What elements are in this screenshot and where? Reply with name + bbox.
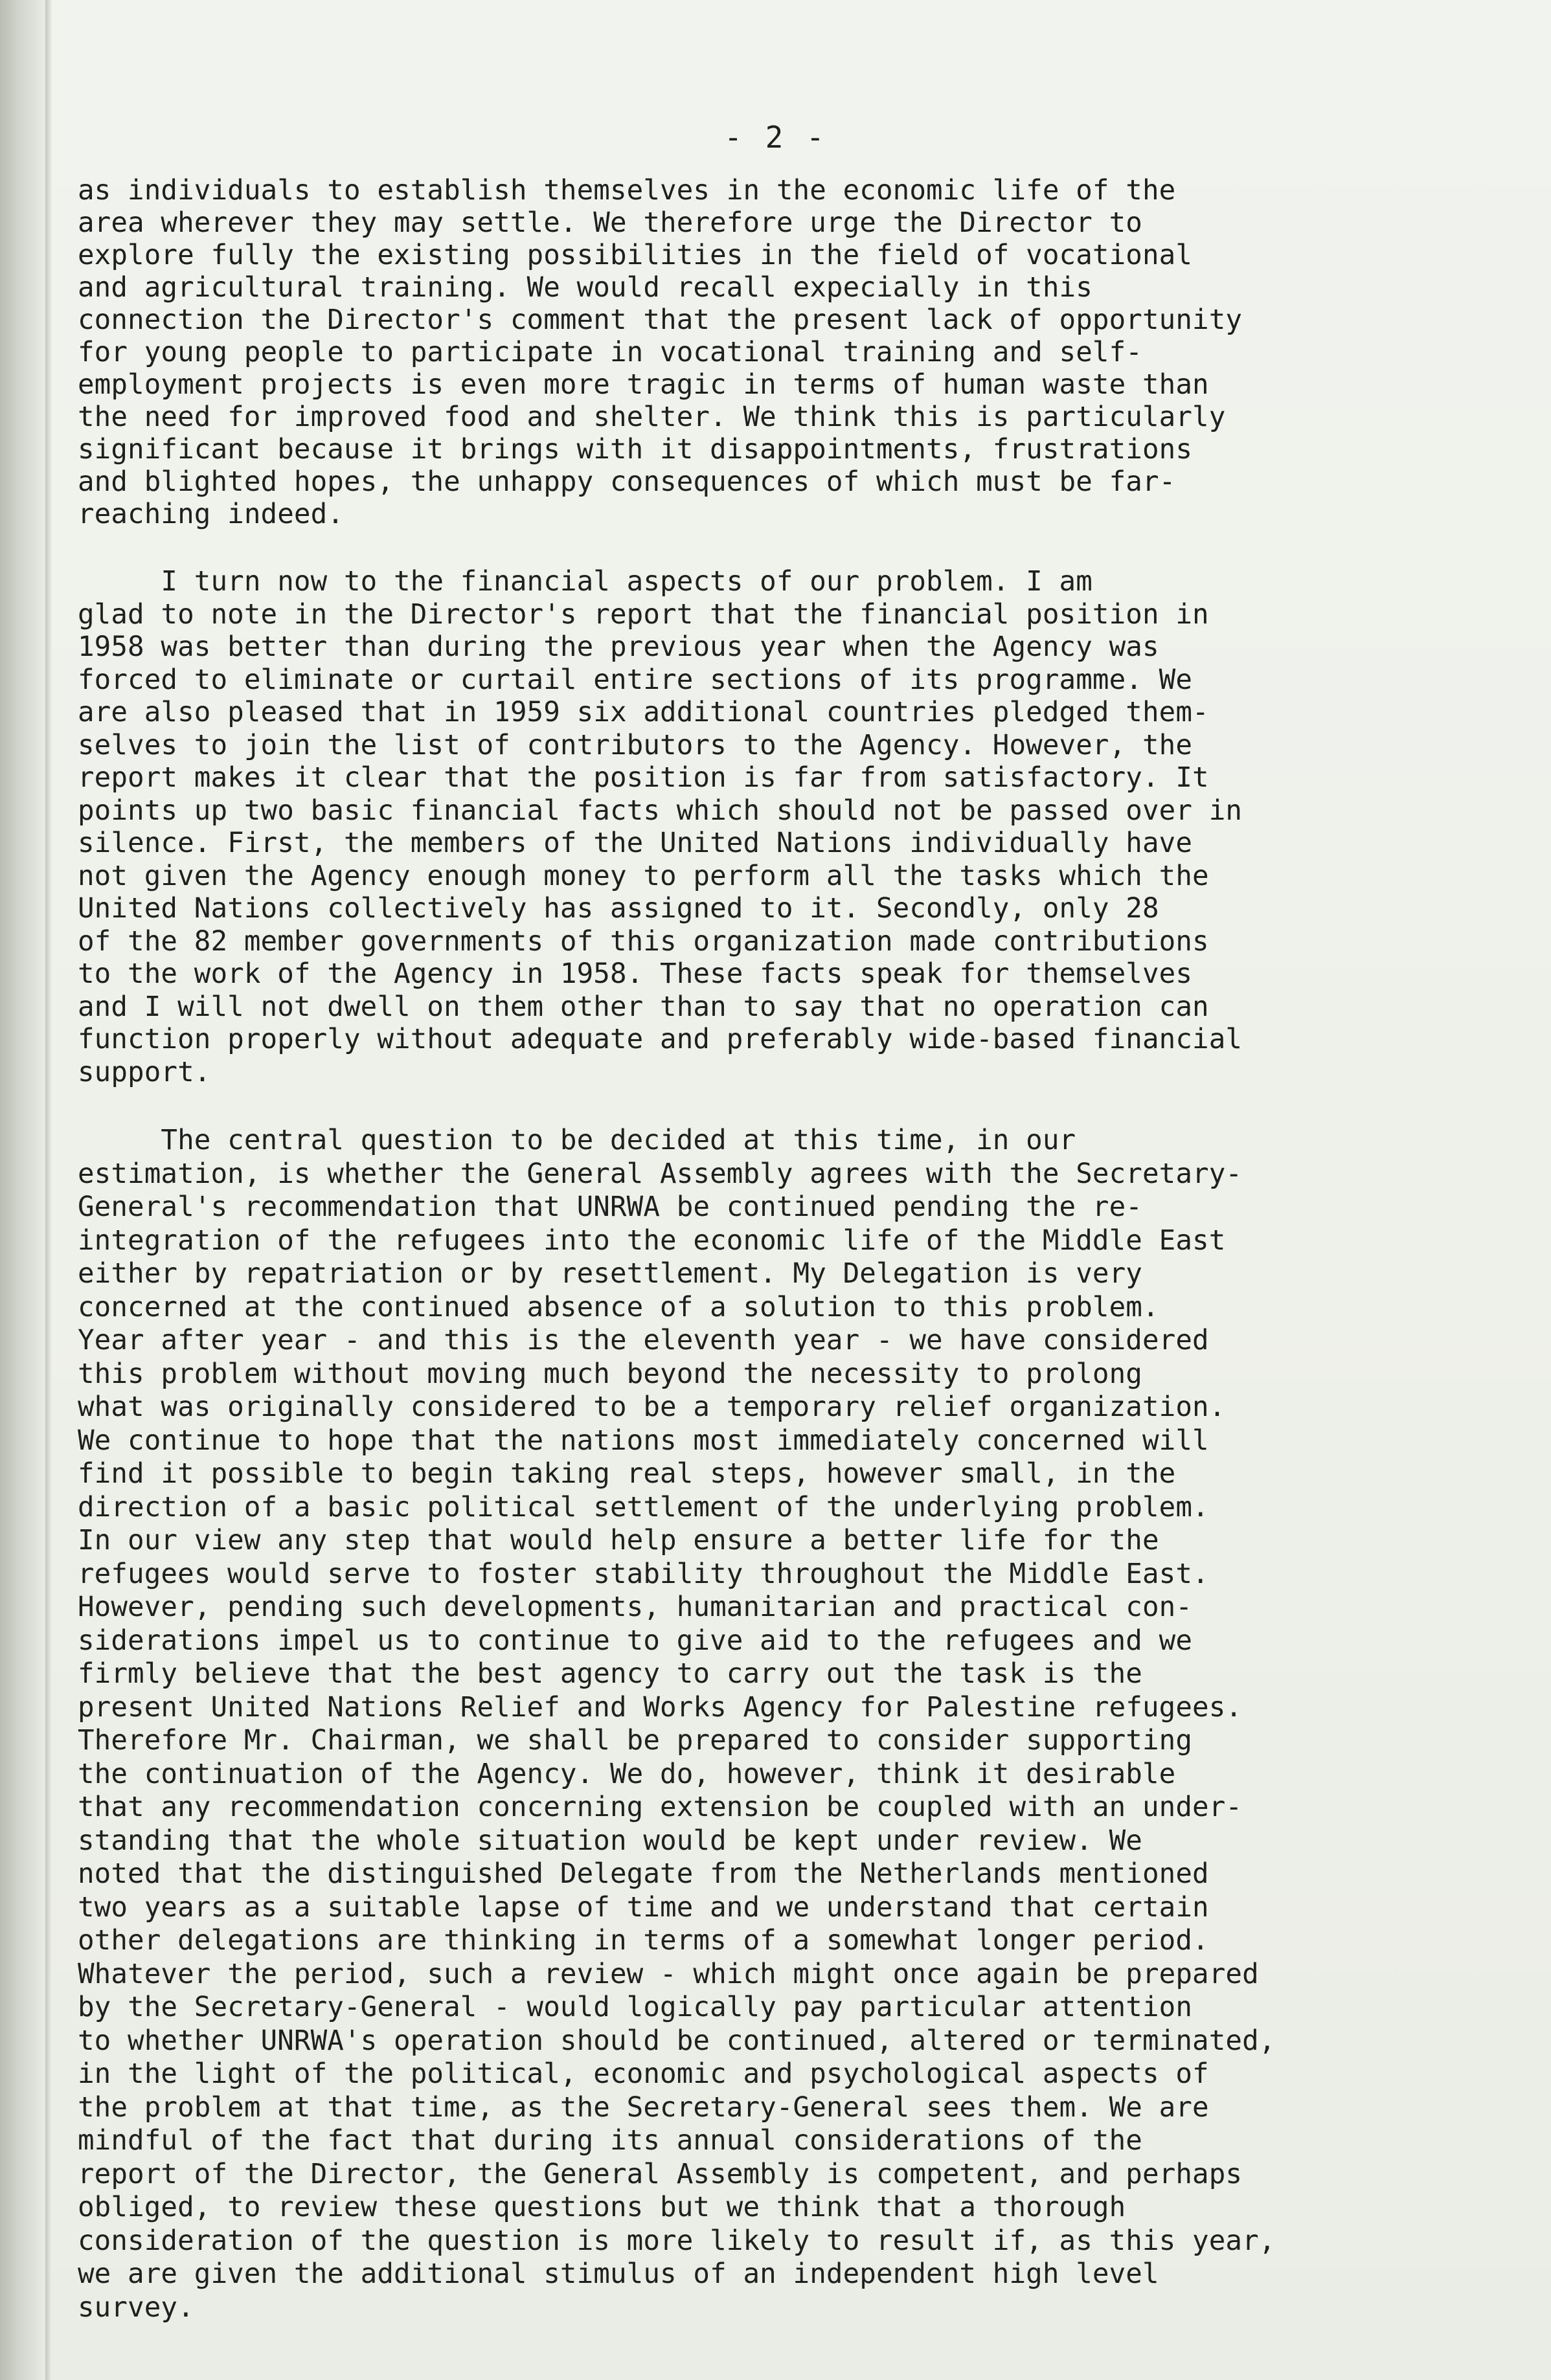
text-line: and I will not dwell on them other than to say that no operation can: [78, 991, 1209, 1023]
text-line: as individuals to establish themselves in the economic life of the: [78, 175, 1176, 207]
text-line: firmly believe that the best agency to carry out the task is the: [78, 1658, 1142, 1690]
text-line: report of the Director, the General Assembly is competent, and perhaps: [78, 2158, 1243, 2190]
text-line: We continue to hope that the nations most immediately concerned will: [78, 1424, 1209, 1457]
text-line: function properly without adequate and preferably wide-based financial: [78, 1024, 1243, 1055]
binding-shadow: [45, 0, 52, 2380]
text-line: employment projects is even more tragic in terms of human waste than: [78, 369, 1209, 401]
text-line: I turn now to the financial aspects of our problem. I am: [78, 566, 1092, 598]
text-line: significant because it brings with it disappointments, frustrations: [78, 434, 1193, 466]
text-line: 1958 was better than during the previous year when the Agency was: [78, 631, 1159, 663]
text-line: direction of a basic political settlement of the underlying problem.: [78, 1491, 1209, 1523]
text-line: refugees would serve to foster stability throughout the Middle East.: [78, 1558, 1209, 1590]
text-line: United Nations collectively has assigned to it. Secondly, only 28: [78, 893, 1159, 925]
text-line: either by repatriation or by resettlement. My Delegation is very: [78, 1258, 1142, 1290]
text-line: siderations impel us to continue to give aid to the refugees and we: [78, 1624, 1193, 1657]
text-line: glad to note in the Director's report that the financial position in: [78, 598, 1209, 631]
text-line: the problem at that time, as the Secretary-General sees them. We are: [78, 2091, 1209, 2124]
text-line: Therefore Mr. Chairman, we shall be prepared to consider supporting: [78, 1725, 1193, 1757]
text-line: of the 82 member governments of this organization made contributions: [78, 925, 1209, 958]
text-line: to whether UNRWA's operation should be continued, altered or terminated,: [78, 2025, 1276, 2057]
text-line: Whatever the period, such a review - which might once again be prepared: [78, 1958, 1259, 1990]
text-line: the continuation of the Agency. We do, however, think it desirable: [78, 1758, 1176, 1790]
text-line: points up two basic financial facts which should not be passed over in: [78, 794, 1243, 827]
text-line: to the work of the Agency in 1958. These facts speak for themselves: [78, 958, 1193, 990]
document-body: [78, 175, 1496, 2359]
text-line: other delegations are thinking in terms of a somewhat longer period.: [78, 1925, 1209, 1957]
text-line: Year after year - and this is the eleventh year - we have considered: [78, 1325, 1209, 1356]
text-line: survey.: [78, 2291, 194, 2324]
text-line: not given the Agency enough money to perform all the tasks which the: [78, 860, 1209, 892]
text-line: for young people to participate in vocational training and self-: [78, 337, 1142, 368]
text-line: and agricultural training. We would recall expecially in this: [78, 272, 1092, 304]
text-line: two years as a suitable lapse of time and we understand that certain: [78, 1891, 1209, 1924]
text-line: by the Secretary-General - would logically pay particular attention: [78, 1992, 1193, 2023]
page-number: - 2 -: [724, 120, 827, 155]
text-line: present United Nations Relief and Works Agency for Palestine refugees.: [78, 1691, 1243, 1723]
text-line: In our view any step that would help ensure a better life for the: [78, 1525, 1159, 1556]
text-line: this problem without moving much beyond the necessity to prolong: [78, 1358, 1142, 1390]
text-line: General's recommendation that UNRWA be continued pending the re-: [78, 1191, 1142, 1223]
text-line: in the light of the political, economic and psychological aspects of: [78, 2058, 1209, 2090]
text-line: report makes it clear that the position is far from satisfactory. It: [78, 762, 1209, 794]
text-line: The central question to be decided at this time, in our: [78, 1125, 1076, 1156]
text-line: standing that the whole situation would be kept under review. We: [78, 1824, 1142, 1857]
text-line: area wherever they may settle. We therefore urge the Director to: [78, 207, 1142, 239]
text-line: mindful of the fact that during its annual considerations of the: [78, 2125, 1142, 2157]
text-line: explore fully the existing possibilities in the field of vocational: [78, 240, 1193, 271]
text-line: However, pending such developments, humanitarian and practical con-: [78, 1591, 1193, 1623]
text-line: find it possible to begin taking real steps, however small, in the: [78, 1458, 1176, 1490]
text-line: are also pleased that in 1959 six additional countries pledged them-: [78, 697, 1209, 728]
text-line: support.: [78, 1056, 211, 1088]
binding-strip: [0, 0, 45, 2380]
text-line: integration of the refugees into the economic life of the Middle East: [78, 1224, 1226, 1257]
text-line: and blighted hopes, the unhappy consequences of which must be far-: [78, 466, 1176, 498]
text-line: estimation, is whether the General Assembly agrees with the Secretary-: [78, 1158, 1243, 1190]
text-line: obliged, to review these questions but we think that a thorough: [78, 2192, 1126, 2223]
text-line: the need for improved food and shelter. We think this is particularly: [78, 401, 1226, 433]
text-line: we are given the additional stimulus of an independent high level: [78, 2258, 1159, 2290]
text-line: that any recommendation concerning extension be coupled with an under-: [78, 1791, 1243, 1823]
text-line: reaching indeed.: [78, 499, 344, 530]
text-line: concerned at the continued absence of a solution to this problem.: [78, 1291, 1159, 1323]
text-line: selves to join the list of contributors to the Agency. However, the: [78, 729, 1193, 761]
paragraph-financial-aspects: [78, 566, 1496, 1089]
paragraph-central-question: [78, 1124, 1496, 2324]
text-line: connection the Director's comment that the present lack of opportunity: [78, 304, 1243, 336]
text-line: what was originally considered to be a temporary relief organization.: [78, 1391, 1226, 1423]
text-line: consideration of the question is more likely to result if, as this year,: [78, 2225, 1276, 2257]
text-line: noted that the distinguished Delegate from the Netherlands mentioned: [78, 1858, 1209, 1890]
text-line: silence. First, the members of the United Nations individually have: [78, 827, 1193, 859]
paragraph-vocational-training: [78, 175, 1496, 531]
text-line: forced to eliminate or curtail entire sections of its programme. We: [78, 664, 1193, 696]
